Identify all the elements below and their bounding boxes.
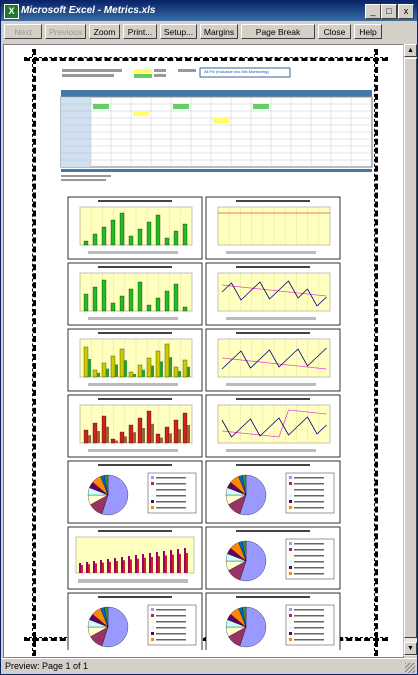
legend-text [294,501,324,503]
chart-bar [142,554,144,573]
chart-bar [111,303,115,311]
legend-swatch [289,632,292,635]
zoom-button[interactable]: Zoom [89,24,120,39]
legend-swatch [151,488,154,491]
report-sheet [24,49,382,650]
legend-text [156,621,186,623]
chart-bar [124,436,127,443]
chart-bar [174,284,178,311]
chart-bar [151,557,153,573]
report-chart-11 [68,527,202,589]
chart-bar [102,563,104,573]
report-chart-10 [206,461,340,523]
report-chart-4 [206,263,340,325]
chart-bar [93,370,97,377]
chart-bar [147,358,151,377]
chart-bar [147,305,151,311]
scroll-up-button[interactable] [404,44,417,57]
chart-bar [84,294,88,311]
chart-bar [165,555,167,573]
preview-toolbar [1,21,417,43]
legend-text [156,627,186,629]
chart-bar [129,372,133,377]
legend-swatch [289,614,292,617]
chart-bar [79,563,81,573]
chart-bar [138,365,142,377]
chart-bar [120,432,124,443]
chart-bar [120,349,124,377]
report-chart-1 [68,197,202,259]
legend-swatch [289,638,292,641]
report-chart-8 [206,395,340,457]
report-chart-14 [206,593,340,650]
chart-bar [88,435,91,443]
legend-swatch [151,620,154,623]
legend-swatch [151,482,154,485]
chart-bar [129,236,133,245]
chart-title-bar [98,200,172,202]
chart-bar [151,424,154,443]
chart-title-bar [98,266,172,268]
chart-bar [100,560,102,573]
legend-swatch [151,632,154,635]
chart-bar [95,563,97,573]
legend-swatch [289,494,292,497]
chart-bar [93,423,97,443]
chart-title-bar [236,332,310,334]
chart-bar [93,287,97,311]
legend-text [294,573,324,575]
legend-text [156,483,186,485]
chart-bar [187,367,190,377]
chart-bar [138,282,142,311]
chart-bar [177,549,179,573]
chart-bar [178,371,181,377]
legend-swatch [289,626,292,629]
chart-title-bar [98,596,172,598]
chart-bar [138,418,142,443]
chart-bar [144,558,146,573]
chart-bar [107,559,109,573]
chart-bar [147,222,151,245]
legend-swatch [151,500,154,503]
chart-bar [84,347,88,377]
chart-title-bar [98,398,172,400]
chart-bar [106,427,109,443]
legend-text [294,639,324,641]
resize-grip[interactable] [405,663,415,673]
legend-swatch [289,488,292,491]
legend-text [294,633,324,635]
vertical-scrollbar[interactable] [403,44,417,656]
title-bar [1,1,417,21]
scroll-up-icon: ▲ [407,47,414,54]
chart-bar [93,234,97,245]
legend-text [156,495,186,497]
legend-swatch [151,506,154,509]
chart-bar [179,554,181,573]
previous-button[interactable]: Previous [45,24,86,39]
chart-bar [170,550,172,573]
legend-swatch [151,626,154,629]
legend-swatch [151,494,154,497]
scroll-down-button[interactable] [404,642,417,655]
chart-title-bar [236,530,310,532]
legend-text [294,555,324,557]
legend-swatch [289,548,292,551]
legend-swatch [289,542,292,545]
legend-text [294,543,324,545]
legend-swatch [151,638,154,641]
legend-text [294,561,324,563]
chart-bar [174,231,178,245]
minimize-button[interactable] [365,4,381,19]
chart-bar [115,364,118,377]
chart-bar [165,291,169,311]
report-chart-6 [206,329,340,391]
chart-bar [114,558,116,573]
legend-text [294,627,324,629]
chart-bar [160,438,163,443]
sheet-banner: All Fix (Inclusive w/o Mix Monitoring) [204,69,269,74]
chart-bar [186,553,188,573]
chart-legend [88,317,178,320]
legend-swatch [289,608,292,611]
chart-bar [129,289,133,311]
maximize-button[interactable] [381,4,397,19]
chart-bar [163,551,165,573]
legend-text [156,477,186,479]
margins-button[interactable]: Margins [200,24,238,39]
chart-bar [124,360,127,377]
chart-bar [133,374,136,377]
report-chart-5 [68,329,202,391]
chart-legend [226,449,316,452]
report-chart-7 [68,395,202,457]
chart-bar [156,215,160,245]
chart-bar [165,427,169,443]
legend-text [156,507,186,509]
scroll-thumb[interactable] [404,58,417,638]
legend-text [156,639,186,641]
maximize-icon: □ [386,6,392,16]
chart-legend [226,251,316,254]
chart-legend [88,449,178,452]
chart-title-bar [98,530,172,532]
chart-bar [187,425,190,443]
report-chart-3 [68,263,202,325]
chart-bar [97,431,100,443]
legend-text [294,549,324,551]
chart-bar [106,369,109,377]
legend-swatch [289,500,292,503]
chart-title-bar [236,596,310,598]
status-bar [1,658,417,675]
chart-bar [149,553,151,573]
chart-bar [97,373,100,377]
chart-bar [88,359,91,377]
legend-text [294,507,324,509]
chart-bar [183,413,187,443]
chart-bar [183,224,187,245]
chart-bar [133,432,136,443]
chart-legend [88,383,178,386]
chart-bar [142,370,145,377]
chart-bar [111,356,115,377]
legend-text [294,483,324,485]
chart-bar [128,556,130,573]
legend-swatch [151,614,154,617]
chart-bar [130,559,132,573]
legend-text [294,621,324,623]
chart-bar [102,280,106,311]
legend-text [156,489,186,491]
close-icon: x [403,6,409,16]
legend-text [294,477,324,479]
minimize-icon: _ [370,6,376,16]
report-chart-13 [68,593,202,650]
chart-bar [172,555,174,573]
chart-bar [169,357,172,377]
chart-bar [138,229,142,245]
legend-text [156,633,186,635]
chart-bar [156,351,160,377]
legend-swatch [289,554,292,557]
chart-bar [165,238,169,245]
chart-bar [111,439,115,443]
chart-bar [184,548,186,573]
chart-legend [226,383,316,386]
chart-bar [123,560,125,573]
legend-swatch [289,506,292,509]
legend-text [294,567,324,569]
legend-text [294,495,324,497]
chart-bar [129,425,133,443]
chart-bar [178,429,181,443]
chart-bar [109,562,111,573]
chart-bar [142,428,145,443]
summary-table [61,90,372,181]
chart-bar [158,556,160,573]
chart-title-bar [236,200,310,202]
legend-swatch [289,566,292,569]
chart-title-bar [98,464,172,466]
chart-legend [226,317,316,320]
status-text: Preview: Page 1 of 1 [5,661,89,671]
print-button[interactable]: Print... [123,24,157,39]
chart-bar [151,366,154,377]
chart-bar [86,562,88,573]
legend-text [156,615,186,617]
legend-text [294,489,324,491]
legend-swatch [289,560,292,563]
chart-bar [88,564,90,573]
chart-legend [88,251,178,254]
chart-bar [102,416,106,443]
chart-bar [174,367,178,377]
legend-text [294,609,324,611]
legend-swatch [151,608,154,611]
chart-bar [120,296,124,311]
legend-swatch [151,476,154,479]
chart-title-bar [236,398,310,400]
chart-bar [81,565,83,573]
chart-bar [160,361,163,377]
legend-text [156,501,186,503]
close-button[interactable]: Close [318,24,351,39]
preview-page [24,49,382,650]
report-chart-9 [68,461,202,523]
chart-bar [147,411,151,443]
chart-bar [102,227,106,245]
chart-bar [116,561,118,573]
chart-bar [135,555,137,573]
legend-text [294,615,324,617]
preview-area[interactable] [3,44,404,658]
chart-title-bar [236,266,310,268]
chart-bar [137,559,139,573]
chart-bar [111,220,115,245]
chart-bar [93,561,95,573]
page-break-preview-button[interactable]: Page Break [241,24,315,39]
legend-swatch [289,572,292,575]
scroll-down-icon: ▼ [407,645,414,652]
next-button[interactable]: Next [4,24,42,39]
report-chart-2 [206,197,340,259]
chart-bar [156,298,160,311]
help-button[interactable]: Help [354,24,382,39]
chart-bar [183,307,187,311]
chart-bar [115,441,118,443]
chart-bar [156,434,160,443]
chart-title-bar [98,332,172,334]
legend-swatch [289,476,292,479]
chart-bar [174,420,178,443]
chart-bar [84,241,88,245]
chart-legend [78,579,188,583]
chart-bar [102,363,106,377]
chart-bar [84,430,88,443]
close-window-button[interactable] [398,4,414,19]
window-title: Microsoft Excel - Metrics.xls [21,5,156,16]
chart-bar [169,433,172,443]
legend-swatch [289,482,292,485]
chart-bar [156,552,158,573]
setup-button[interactable]: Setup... [160,24,197,39]
chart-bar [120,213,124,245]
chart-bar [165,344,169,377]
legend-text [156,609,186,611]
chart-title-bar [236,464,310,466]
excel-icon: X [4,4,19,19]
report-chart-12 [206,527,340,589]
legend-swatch [289,620,292,623]
chart-bar [183,360,187,377]
chart-bar [121,557,123,573]
